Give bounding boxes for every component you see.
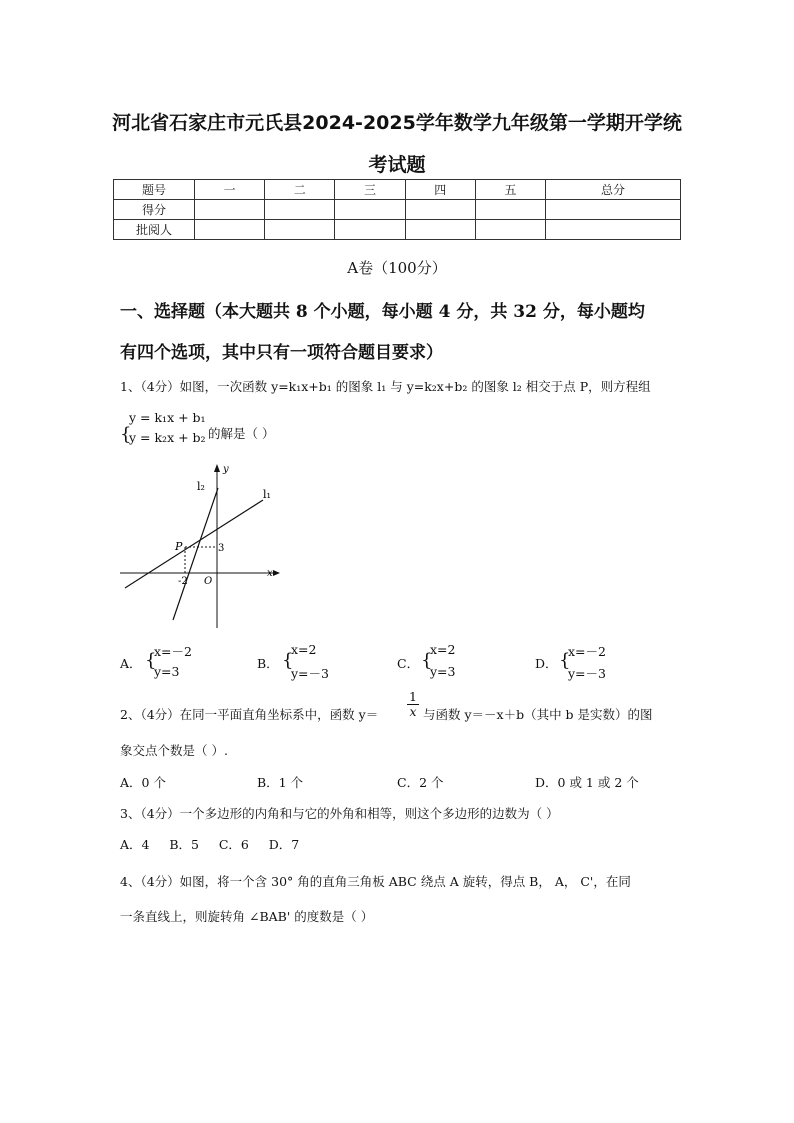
q2-option-c[interactable]: C．2 个 [397,775,444,790]
graph-label-3: 3 [218,543,225,554]
q1-eq1: y = k₁x + b₁ [129,410,206,425]
section1-heading-line1: 一、选择题（本大题共 8 个小题，每小题 4 分，共 32 分，每小题均 [120,302,645,322]
q4-text-line1: 4、（4分）如图，将一个含 30° 角的直角三角板 ABC 绕点 A 旋转，得点 B， A， C'，在同 [120,874,631,889]
q1-eq2: y = k₂x + b₂ [129,430,206,445]
exam-title-line2: 考试题 [368,154,426,176]
q4-text-line2: 一条直线上，则旋转角 ∠BAB' 的度数是（ ） [120,909,374,924]
score-header-cell: 四 [405,180,475,200]
score-cell [335,220,405,240]
exam-title-line1: 河北省石家庄市元氏县2024-2025学年数学九年级第一学期开学统 [112,112,682,134]
q2-option-a[interactable]: A．0 个 [120,775,166,790]
q2-text-pre: 2、（4分）在同一平面直角坐标系中，函数 y＝ [120,707,379,722]
q1-option-b-letter[interactable]: B． [257,656,279,671]
score-row-label: 得分 [114,200,195,220]
graph-label-neg2: -2 [178,576,188,587]
score-cell [546,200,681,220]
score-header-cell: 题号 [114,180,195,200]
score-cell [475,220,545,240]
q2-text-post: 与函数 y＝－x＋b（其中 b 是实数）的图 [423,707,653,722]
score-table-row [114,220,681,240]
score-row-label: 批阅人 [114,220,195,240]
graph-label-l2: l₂ [197,480,205,493]
q3-text: 3、（4分）一个多边形的内角和与它的外角和相等，则这个多边形的边数为（ ） [120,806,559,821]
q1-option-a-letter[interactable]: A． [120,656,142,671]
q2-text-line2: 象交点个数是（ ）. [120,743,228,758]
graph-label-p: P [175,540,183,553]
score-cell [195,200,265,220]
section1-heading-line2: 有四个选项，其中只有一项符合题目要求） [120,343,443,363]
score-header-cell: 一 [195,180,265,200]
score-cell [405,200,475,220]
graph-label-x: x [267,568,273,579]
score-table-header-row [114,180,681,200]
score-cell [265,200,335,220]
score-header-cell: 总分 [546,180,681,200]
score-cell [195,220,265,240]
q1-option-c-letter[interactable]: C． [397,656,420,671]
q1-graph [115,460,285,635]
graph-label-o: O [204,576,213,587]
q2-fraction: 1 x [407,690,419,719]
score-header-cell: 三 [335,180,405,200]
score-cell [265,220,335,240]
score-header-cell: 二 [265,180,335,200]
score-cell [475,200,545,220]
q1-tail: 的解是（ ） [208,426,275,441]
q1-text: 1、（4分）如图，一次函数 y=k₁x+b₁ 的图象 l₁ 与 y=k₂x+b₂ 的图象 l₂ 相交于点 P，则方程组 [120,379,651,394]
graph-label-l1: l₁ [263,488,271,501]
q1-option-d-letter[interactable]: D． [535,656,558,671]
score-table [113,179,681,240]
graph-label-y: y [223,464,229,475]
part-a-heading: A卷（100分） [347,259,447,277]
score-cell [405,220,475,240]
score-header-cell: 五 [475,180,545,200]
score-cell [335,200,405,220]
q2-option-b[interactable]: B．1 个 [257,775,304,790]
score-cell [546,220,681,240]
score-table-row [114,200,681,220]
q2-option-d[interactable]: D．0 或 1 或 2 个 [535,775,639,790]
q3-options[interactable]: A．4 B．5 C．6 D．7 [120,837,300,852]
